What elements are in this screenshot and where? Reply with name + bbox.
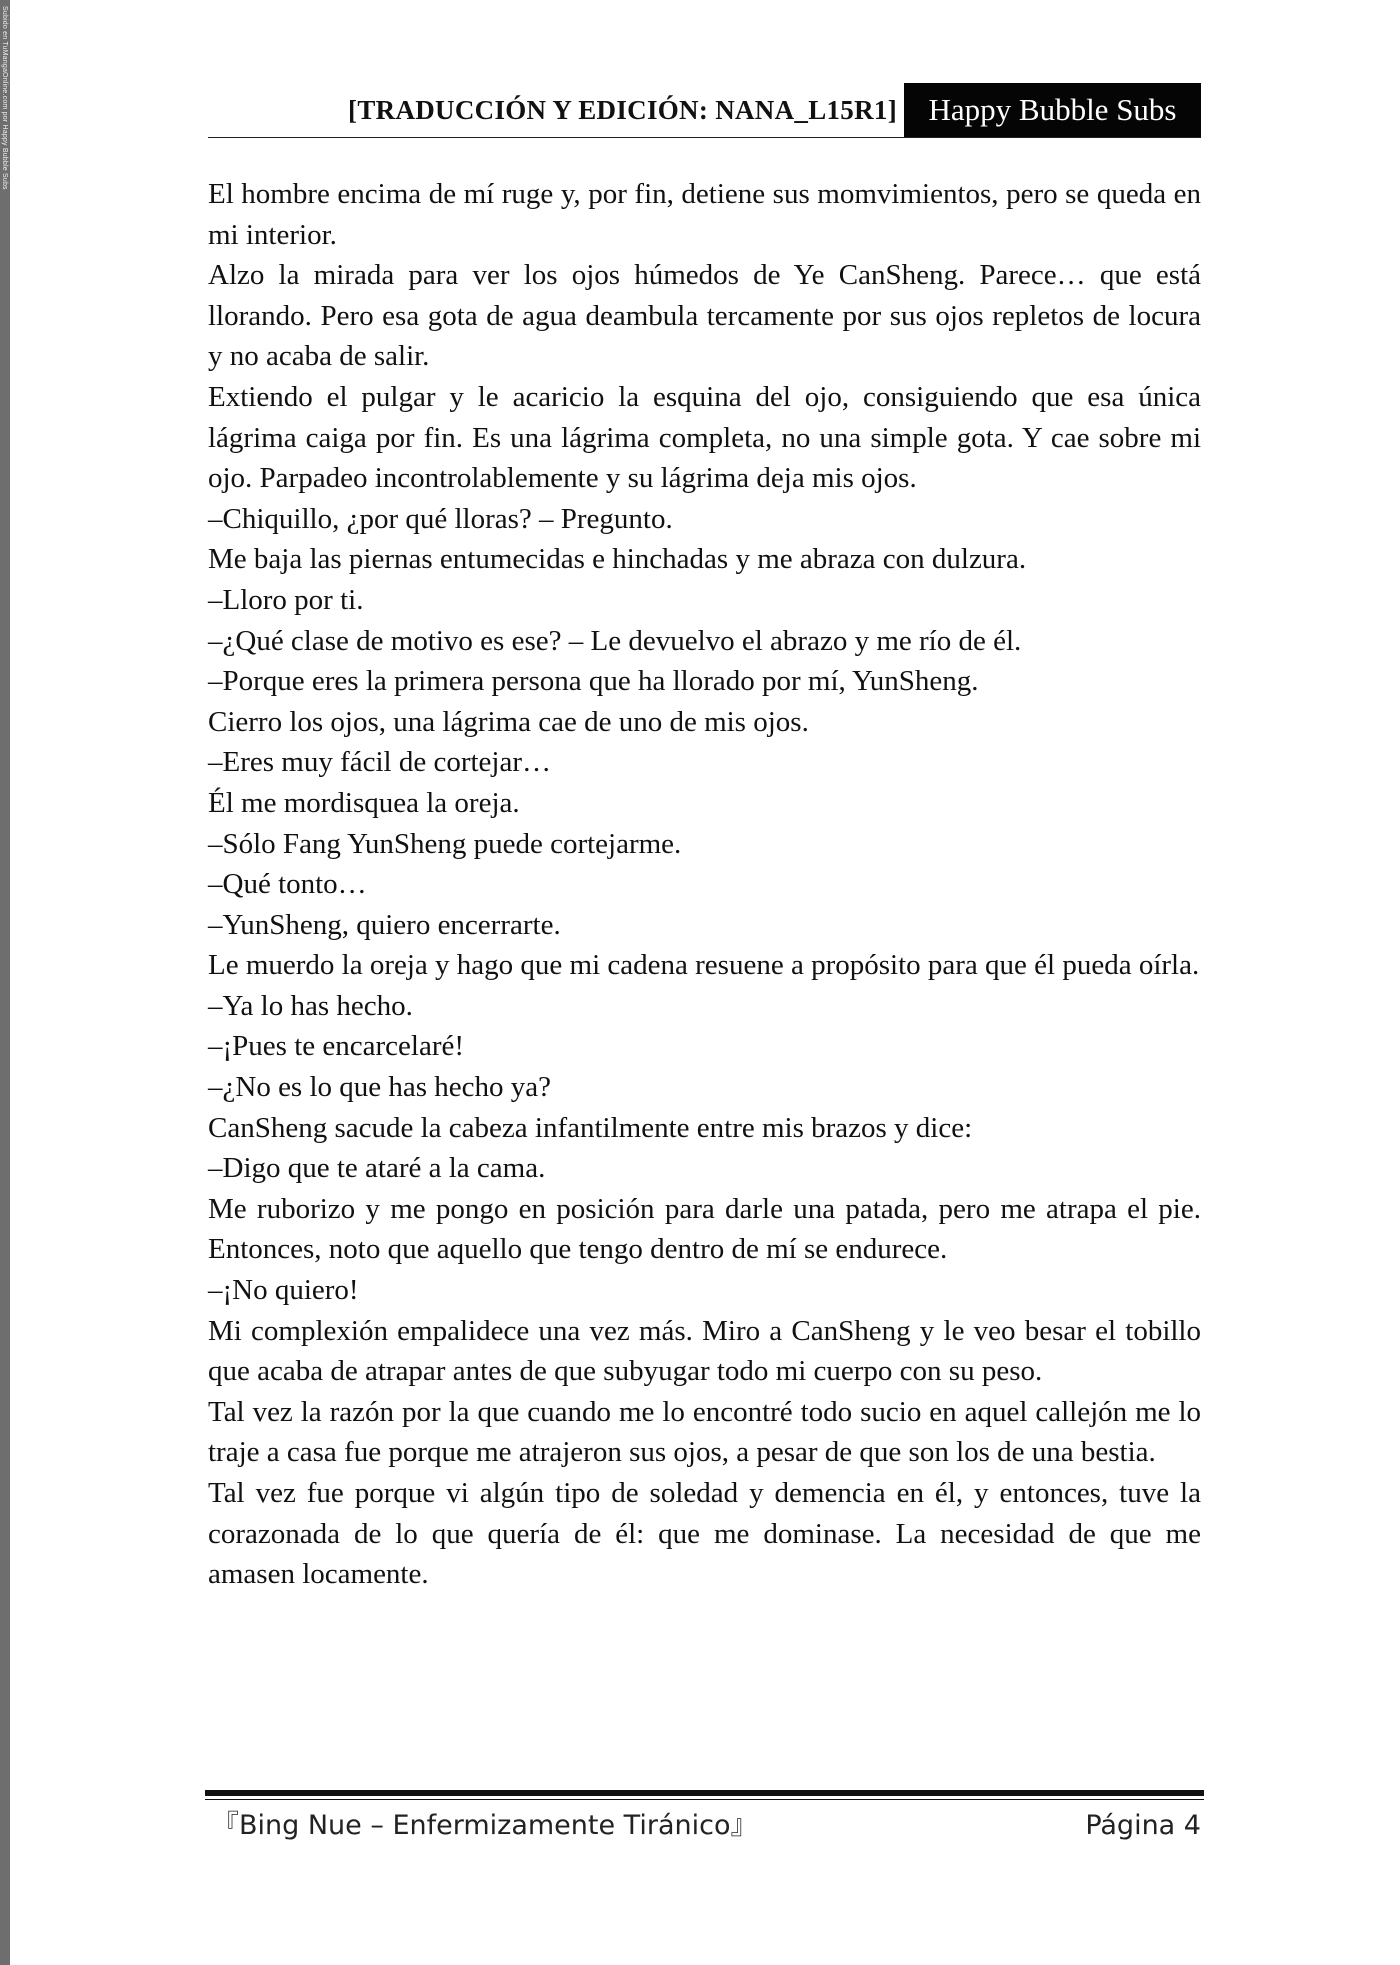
paragraph: Tal vez la razón por la que cuando me lo encontré todo sucio en aquel callejón me lo traje a casa fue porque me atrajeron sus ojos, a pesar de que son los de una bestia. [208,1395,1201,1469]
paragraph: –Sólo Fang YunSheng puede cortejarme. [208,827,682,860]
paragraph: Me ruborizo y me pongo en posición para darle una patada, pero me atrapa el pie. Entonces, noto que aquello que tengo dentro de mí se endurece. [208,1192,1201,1266]
paragraph: –Eres muy fácil de cortejar… [208,746,552,779]
page-body [208,174,1201,1595]
group-badge: Happy Bubble Subs [904,83,1201,137]
footer-divider-thick [205,1790,1204,1796]
translation-credit: [TRADUCCIÓN Y EDICIÓN: NANA_L15R1] [348,95,897,125]
paragraph: Mi complexión empalidece una vez más. Miro a CanSheng y le veo besar el tobillo que acaba de atrapar antes de que subyugar todo mi cuerpo con su peso. [208,1314,1201,1388]
paragraph: –Lloro por ti. [208,583,364,616]
paragraph: –Chiquillo, ¿por qué lloras? – Pregunto. [208,502,673,535]
upload-note: Subido en TuMangaOnline.com por Happy Bubble Subs [1,6,8,190]
page-header [208,83,1201,137]
header-divider [208,137,1201,138]
paragraph: –Porque eres la primera persona que ha llorado por mí, YunSheng. [208,665,979,698]
paragraph: –Digo que te ataré a la cama. [208,1152,546,1185]
paragraph: –¿Qué clase de motivo es ese? – Le devuelvo el abrazo y me río de él. [208,624,1022,657]
paragraph: Cierro los ojos, una lágrima cae de uno de mis ojos. [208,705,809,738]
footer-divider-thin [205,1799,1204,1800]
paragraph: –Ya lo has hecho. [208,989,413,1022]
paragraph: –Qué tonto… [208,868,367,901]
side-strip [0,0,10,1965]
paragraph: CanSheng sacude la cabeza infantilmente entre mis brazos y dice: [208,1111,973,1144]
paragraph: Le muerdo la oreja y hago que mi cadena resuene a propósito para que él pueda oírla. [208,949,1200,982]
paragraph: –¿No es lo que has hecho ya? [208,1071,552,1104]
paragraph: Me baja las piernas entumecidas e hinchadas y me abraza con dulzura. [208,543,1027,576]
page-number: Página 4 [1085,1810,1201,1841]
book-title: 『Bing Nue – Enfermizamente Tiránico』 [212,1810,758,1841]
paragraph: –¡No quiero! [208,1274,359,1307]
paragraph: Extiendo el pulgar y le acaricio la esquina del ojo, consiguiendo que esa única lágrima caiga por fin. Es una lágrima completa, no una simple gota. Y cae sobre mi ojo. Parpadeo incontrolablemente y su lágrima deja mis ojos. [208,380,1201,495]
paragraph: –¡Pues te encarcelaré! [208,1030,465,1063]
paragraph: Él me mordisquea la oreja. [208,786,520,819]
paragraph: El hombre encima de mí ruge y, por fin, detiene sus momvimientos, pero se queda en mi interior. [208,178,1201,251]
paragraph: Tal vez fue porque vi algún tipo de soledad y demencia en él, y entonces, tuve la corazonada de lo que quería de él: que me dominase. La necesidad de que me amasen locamente. [208,1477,1201,1591]
paragraph: Alzo la mirada para ver los ojos húmedos de Ye CanSheng. Parece… que está llorando. Pero esa gota de agua deambula tercamente por sus ojos repletos de locura y no acaba de salir. [208,259,1201,373]
paragraph: –YunSheng, quiero encerrarte. [208,908,561,941]
